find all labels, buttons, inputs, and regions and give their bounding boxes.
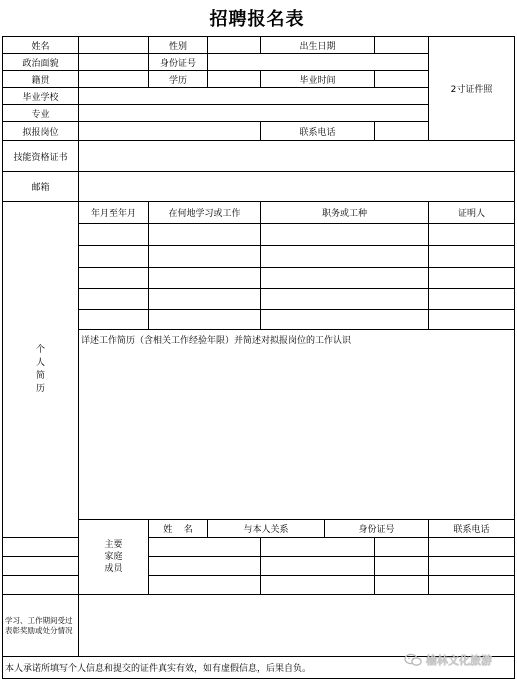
resume-cell[interactable] [149, 289, 261, 310]
mailbox-label: 邮箱 [3, 172, 79, 202]
resume-row [3, 289, 515, 310]
resume-header-duty: 职务或工种 [261, 202, 429, 224]
family-cell[interactable] [429, 538, 515, 557]
photo-box[interactable]: 2寸证件照 [429, 37, 515, 141]
resume-cell[interactable] [429, 310, 515, 330]
position-field[interactable] [79, 122, 261, 141]
family-cell[interactable] [261, 557, 375, 576]
phone-field[interactable] [375, 122, 429, 141]
graduation-school-label: 毕业学校 [3, 88, 79, 105]
family-header-name: 姓 名 [149, 520, 208, 538]
education-field[interactable] [208, 71, 261, 88]
gender-field[interactable] [208, 37, 261, 54]
phone-label: 联系电话 [261, 122, 375, 141]
watermark-text: 榆林文化旅游 [426, 654, 492, 667]
form-table [2, 36, 515, 679]
mailbox-field[interactable] [79, 172, 515, 202]
resume-cell[interactable] [149, 310, 261, 330]
resume-cell[interactable] [429, 268, 515, 289]
wechat-icon [404, 653, 422, 667]
resume-cell[interactable] [79, 289, 149, 310]
family-cell[interactable] [429, 576, 515, 595]
family-label-text: 主要家庭成员 [104, 539, 123, 574]
family-cell[interactable] [375, 576, 429, 595]
family-cell[interactable] [149, 538, 261, 557]
resume-cell[interactable] [79, 246, 149, 268]
resume-cell[interactable] [261, 268, 429, 289]
family-header-relation: 与本人关系 [208, 520, 325, 538]
family-header-phone: 联系电话 [429, 520, 515, 538]
gender-label: 性别 [149, 37, 208, 54]
resume-cell[interactable] [79, 268, 149, 289]
resume-row [3, 246, 515, 268]
major-field[interactable] [79, 105, 429, 122]
resume-label-text: 个人简历 [35, 344, 45, 394]
resume-header-period: 年月至年月 [79, 202, 149, 224]
graduation-school-field[interactable] [79, 88, 429, 105]
skills-cert-label: 技能资格证书 [3, 141, 79, 172]
rewards-field[interactable] [79, 595, 515, 657]
major-label: 专业 [3, 105, 79, 122]
resume-cell[interactable] [261, 289, 429, 310]
politics-field[interactable] [79, 54, 149, 71]
resume-row [3, 310, 515, 330]
family-label [79, 520, 149, 595]
name-field[interactable] [79, 37, 149, 54]
resume-header-witness: 证明人 [429, 202, 515, 224]
family-cell[interactable] [375, 557, 429, 576]
family-cell[interactable] [3, 538, 79, 557]
resume-label [3, 202, 79, 538]
education-label: 学历 [149, 71, 208, 88]
resume-cell[interactable] [261, 246, 429, 268]
resume-note-text: 详述工作简历（含相关工作经验年限）并简述对拟报岗位的工作认识 [81, 336, 352, 346]
family-header-id: 身份证号 [325, 520, 429, 538]
family-cell[interactable] [429, 557, 515, 576]
resume-cell[interactable] [79, 224, 149, 246]
birth-date-label: 出生日期 [261, 37, 375, 54]
resume-cell[interactable] [149, 246, 261, 268]
resume-row [3, 268, 515, 289]
graduation-time-field[interactable] [375, 71, 429, 88]
name-label: 姓名 [3, 37, 79, 54]
resume-row [3, 224, 515, 246]
watermark [404, 649, 492, 671]
resume-cell[interactable] [149, 268, 261, 289]
family-cell[interactable] [261, 538, 375, 557]
native-place-label: 籍贯 [3, 71, 79, 88]
resume-cell[interactable] [261, 310, 429, 330]
id-number-label: 身份证号 [149, 54, 208, 71]
family-cell[interactable] [3, 576, 79, 595]
graduation-time-label: 毕业时间 [261, 71, 375, 88]
resume-cell[interactable] [429, 246, 515, 268]
family-cell[interactable] [3, 557, 79, 576]
family-cell[interactable] [375, 538, 429, 557]
birth-date-field[interactable] [375, 37, 429, 54]
skills-cert-field[interactable] [79, 141, 515, 172]
family-cell[interactable] [149, 576, 261, 595]
rewards-label: 学习、工作期间受过表彰奖励或处分情况 [3, 595, 79, 657]
resume-cell[interactable] [79, 310, 149, 330]
resume-cell[interactable] [429, 289, 515, 310]
resume-cell[interactable] [261, 224, 429, 246]
politics-label: 政治面貌 [3, 54, 79, 71]
footer-declaration: 本人承诺所填写个人信息和提交的证件真实有效，如有虚假信息，后果自负。 [3, 657, 515, 679]
id-number-field[interactable] [208, 54, 429, 71]
resume-header-place: 在何地学习或工作 [149, 202, 261, 224]
resume-cell[interactable] [149, 224, 261, 246]
position-label: 拟报岗位 [3, 122, 79, 141]
resume-note-area[interactable] [79, 330, 515, 520]
form-title: 招聘报名表 [209, 9, 305, 30]
family-cell[interactable] [261, 576, 375, 595]
native-place-field[interactable] [79, 71, 149, 88]
family-cell[interactable] [149, 557, 261, 576]
resume-cell[interactable] [429, 224, 515, 246]
